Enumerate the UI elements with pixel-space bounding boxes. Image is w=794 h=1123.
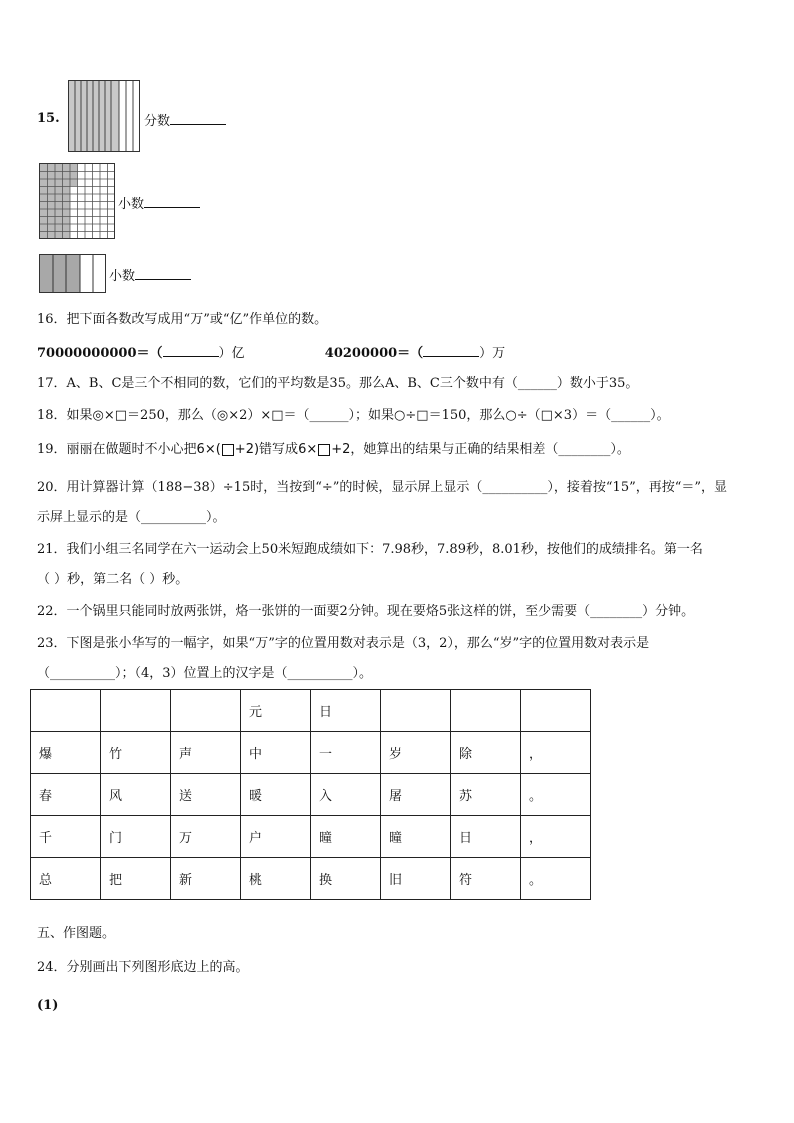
table-cell: 符 xyxy=(451,858,521,900)
table-cell: 日 xyxy=(451,816,521,858)
five-part-strip-figure xyxy=(39,254,106,293)
table-cell: 春 xyxy=(31,774,101,816)
q19-expr1b: +2) xyxy=(234,442,260,457)
calligraphy-grid-table xyxy=(30,689,591,900)
fraction-strip-figure xyxy=(68,80,140,152)
q16-b-blank[interactable] xyxy=(423,344,479,357)
table-cell: 入 xyxy=(311,774,381,816)
table-cell: 总 xyxy=(31,858,101,900)
table-cell: 旧 xyxy=(381,858,451,900)
table-cell: 日 xyxy=(311,690,381,732)
table-cell: 元 xyxy=(241,690,311,732)
table-cell xyxy=(31,690,101,732)
decimal-label-1-text: 小数 xyxy=(118,197,145,212)
fraction-label-text: 分数 xyxy=(144,114,171,129)
table-cell: 桃 xyxy=(241,858,311,900)
question-17: 17．A、B、C是三个不相同的数，它们的平均数是35。那么A、B、C三个数中有（______）数小于35。 xyxy=(37,376,639,391)
question-18: 18．如果◎×□＝250，那么（◎×2）×□＝（______）；如果○÷□＝150，那么○÷（□×3）＝（______）。 xyxy=(37,408,670,423)
table-cell: 岁 xyxy=(381,732,451,774)
question-23-line2: （__________）；（4，3）位置上的汉字是（__________）。 xyxy=(37,666,373,681)
table-cell: 风 xyxy=(101,774,171,816)
table-cell xyxy=(521,690,591,732)
table-cell xyxy=(101,690,171,732)
q16-a-blank[interactable] xyxy=(163,344,219,357)
table-cell: ， xyxy=(521,732,591,774)
q16-b-left: 40200000＝（ xyxy=(324,346,424,361)
table-row xyxy=(31,816,591,858)
table-cell xyxy=(451,690,521,732)
hundred-grid-figure xyxy=(39,163,115,239)
q19-expression-wrong xyxy=(298,442,350,457)
table-cell: 爆 xyxy=(31,732,101,774)
fraction-strip-svg xyxy=(69,81,140,152)
table-cell: 中 xyxy=(241,732,311,774)
table-cell: 声 xyxy=(171,732,241,774)
q19-expression-correct xyxy=(197,442,260,457)
question-20-line1: 20．用计算器计算（188−38）÷15时，当按到“÷”的时候，显示屏上显示（__________），接着按“15”，再按“＝”，显 xyxy=(37,480,728,495)
table-cell: 一 xyxy=(311,732,381,774)
question-22: 22．一个锅里只能同时放两张饼，烙一张饼的一面要2分钟。现在要烙5张这样的饼，至少需要（________）分钟。 xyxy=(37,604,695,619)
table-cell: 。 xyxy=(521,858,591,900)
table-cell: 除 xyxy=(451,732,521,774)
table-row xyxy=(31,732,591,774)
question-21-line1: 21．我们小组三名同学在六一运动会上50米短跑成绩如下：7.98秒，7.89秒，8.01秒，按他们的成绩排名。第一名 xyxy=(37,542,703,557)
table-cell: 万 xyxy=(171,816,241,858)
question-24: 24．分别画出下列图形底边上的高。 xyxy=(37,960,249,975)
table-cell: 。 xyxy=(521,774,591,816)
question-20-line2: 示屏上显示的是（__________）。 xyxy=(37,510,226,525)
table-cell: 把 xyxy=(101,858,171,900)
decimal-label-2-text: 小数 xyxy=(109,269,136,284)
q16-a-left: 70000000000＝（ xyxy=(37,346,163,361)
table-cell: 屠 xyxy=(381,774,451,816)
table-row xyxy=(31,774,591,816)
question-15-number: 15. xyxy=(37,111,60,126)
table-cell: ， xyxy=(521,816,591,858)
q16-a-right: ）亿 xyxy=(218,346,245,361)
question-24-sub-1: (1) xyxy=(37,998,59,1013)
table-cell: 门 xyxy=(101,816,171,858)
table-cell: 千 xyxy=(31,816,101,858)
hundred-grid-svg xyxy=(40,164,115,239)
table-cell: 苏 xyxy=(451,774,521,816)
decimal-label-2 xyxy=(109,265,191,284)
q16-b-right: ）万 xyxy=(479,346,506,361)
table-cell: 户 xyxy=(241,816,311,858)
decimal-answer-blank-1[interactable] xyxy=(144,195,200,208)
table-cell xyxy=(381,690,451,732)
question-16-answers xyxy=(37,344,505,362)
question-23-line1: 23．下图是张小华写的一幅字，如果“万”字的位置用数对表示是（3，2），那么“岁”字的位置用数对表示是 xyxy=(37,636,650,651)
box-symbol-icon xyxy=(318,444,330,456)
question-21-line2: （ ）秒，第二名（ ）秒。 xyxy=(37,572,189,587)
q19-part3: ，她算出的结果与正确的结果相差（________）。 xyxy=(350,442,630,457)
box-symbol-icon xyxy=(222,444,234,456)
fraction-label xyxy=(144,110,226,129)
table-cell: 暖 xyxy=(241,774,311,816)
table-cell: 曈 xyxy=(381,816,451,858)
table-row xyxy=(31,690,591,732)
section-5-title: 五、作图题。 xyxy=(37,926,116,941)
table-cell xyxy=(171,690,241,732)
q19-expr2a: 6× xyxy=(298,442,318,457)
table-cell: 竹 xyxy=(101,732,171,774)
q19-part2: 错写成 xyxy=(259,442,299,457)
fraction-answer-blank[interactable] xyxy=(170,112,226,125)
q19-part1: 19．丽丽在做题时不小心把 xyxy=(37,442,197,457)
question-19 xyxy=(37,442,630,458)
table-cell: 新 xyxy=(171,858,241,900)
table-cell: 曈 xyxy=(311,816,381,858)
question-16: 16．把下面各数改写成用“万”或“亿”作单位的数。 xyxy=(37,312,328,327)
decimal-label-1 xyxy=(118,193,200,212)
table-cell: 换 xyxy=(311,858,381,900)
five-part-strip-svg xyxy=(40,255,106,293)
table-cell: 送 xyxy=(171,774,241,816)
table-row xyxy=(31,858,591,900)
q19-expr2b: +2 xyxy=(331,442,351,457)
decimal-answer-blank-2[interactable] xyxy=(135,267,191,280)
q19-expr1a: 6×( xyxy=(196,442,221,457)
